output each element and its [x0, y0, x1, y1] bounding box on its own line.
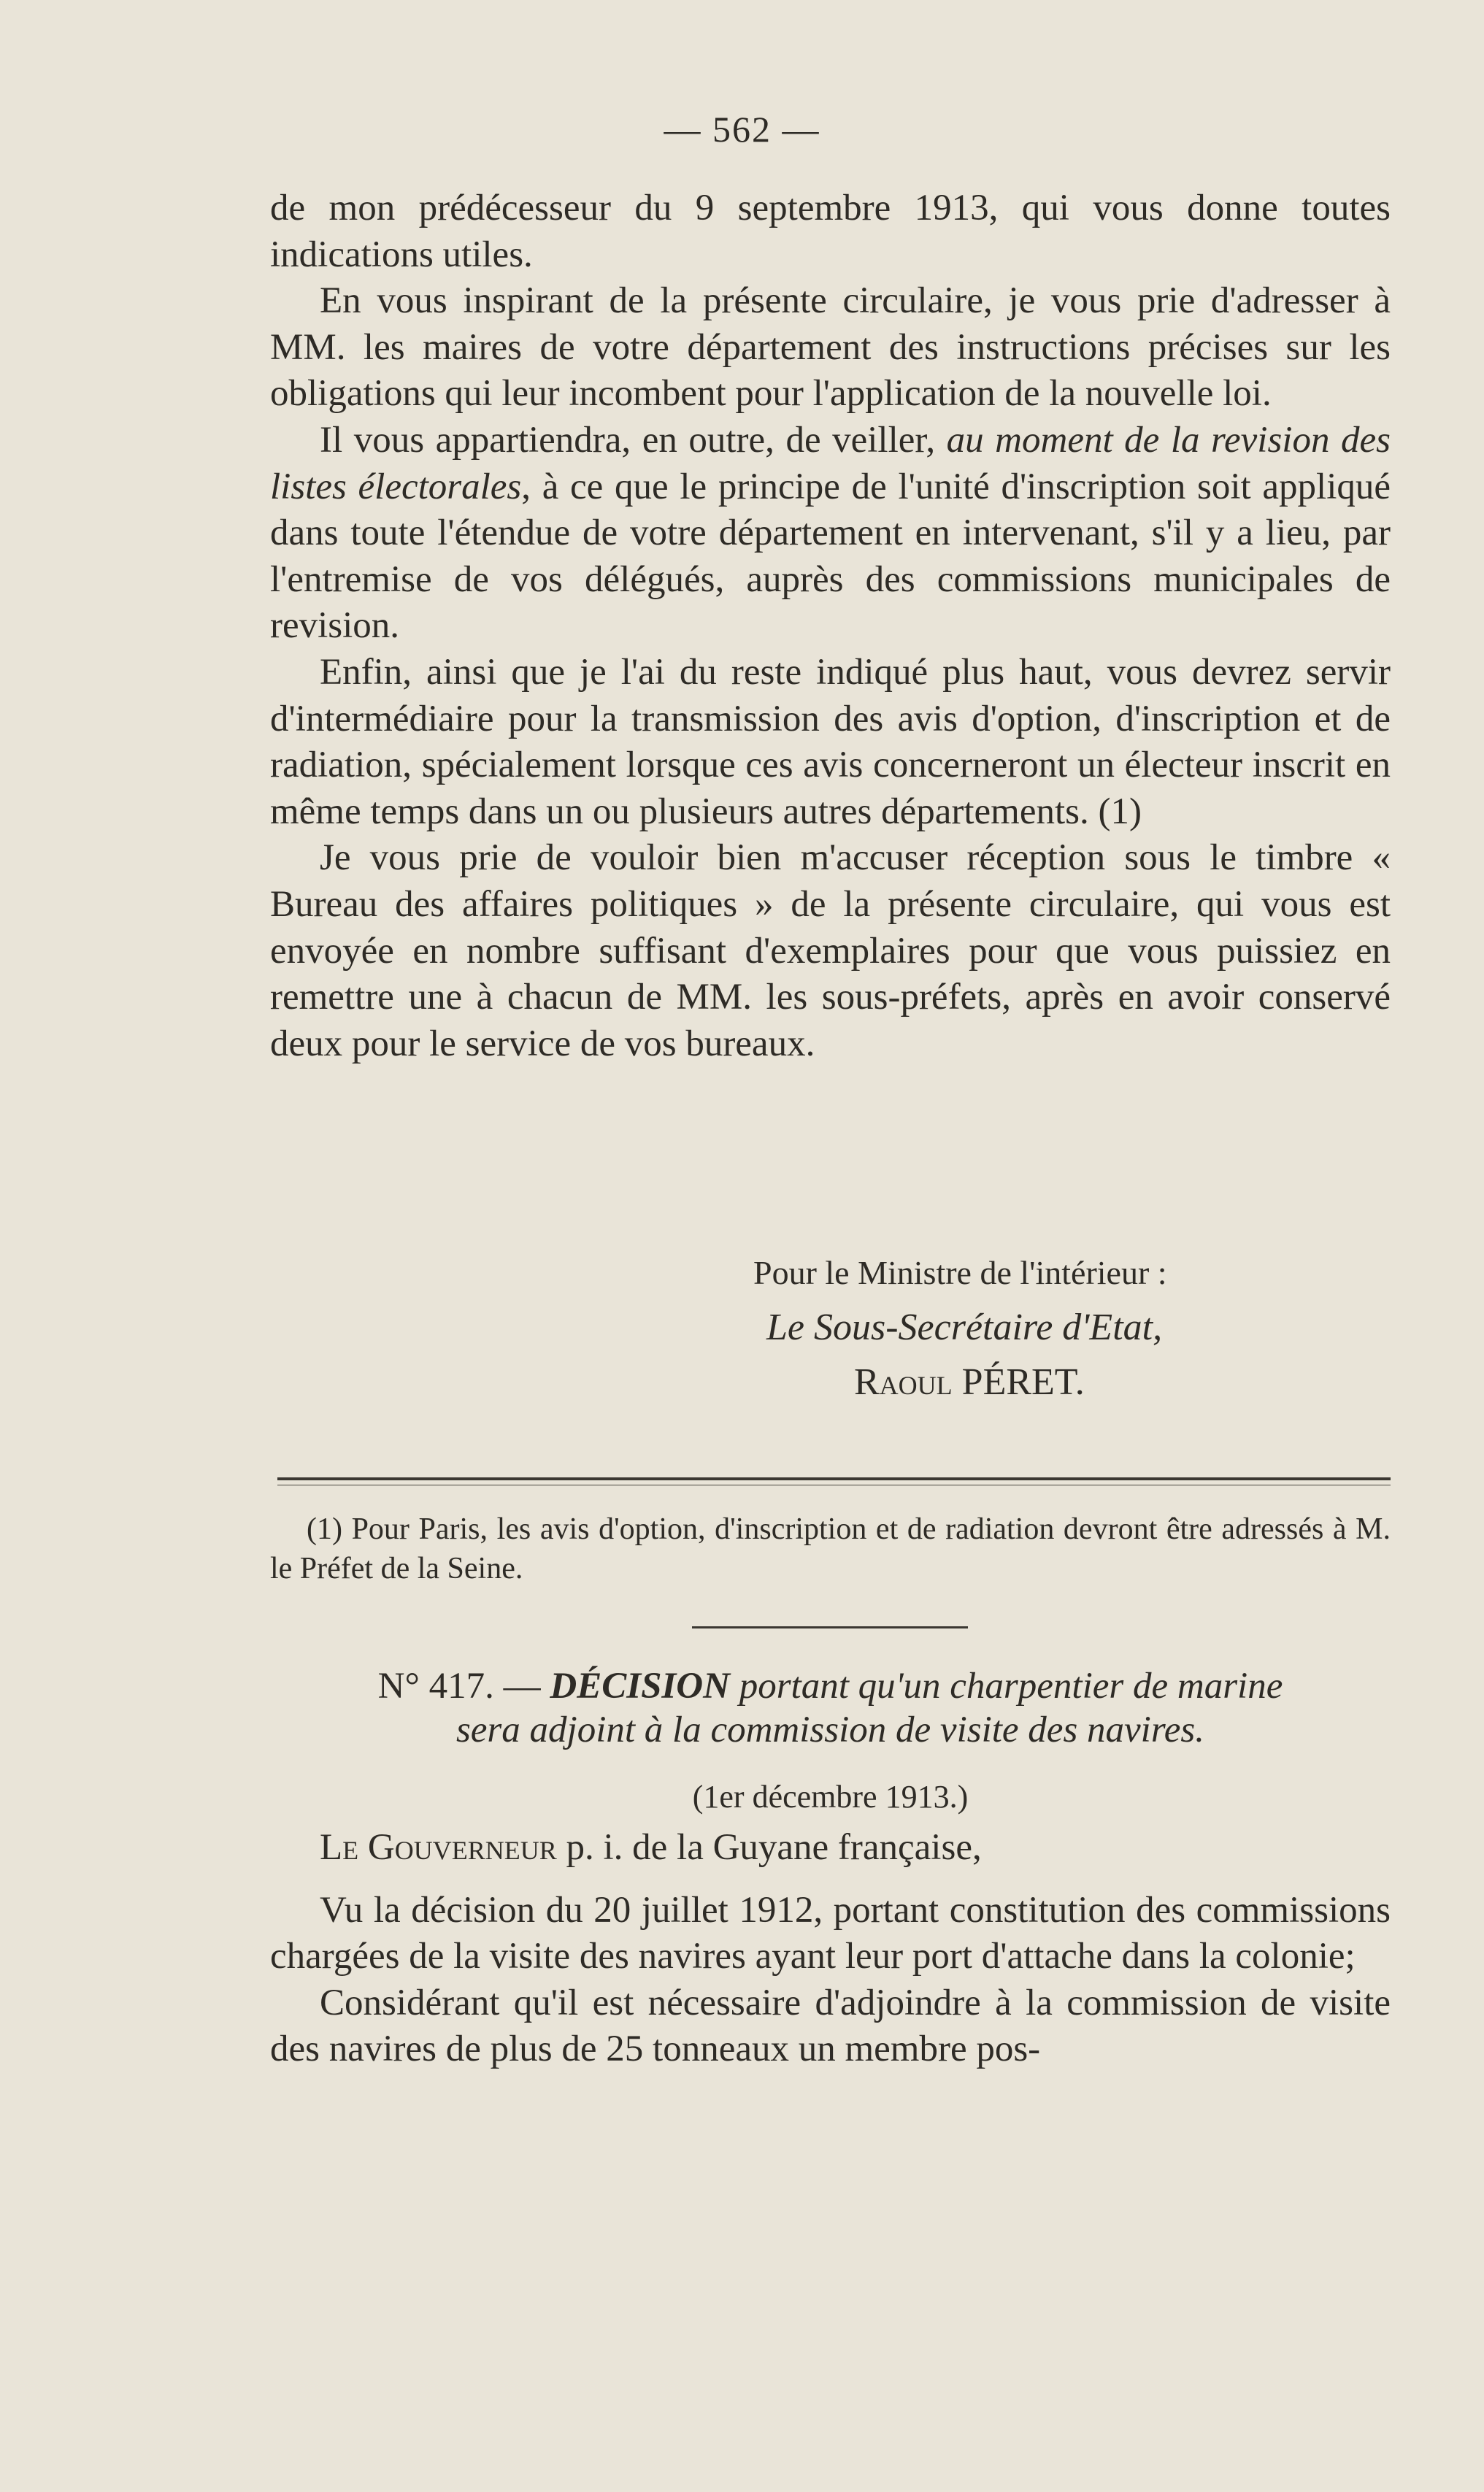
footnote [270, 1510, 1391, 1588]
paragraph-7: Considérant qu'il est nécessaire d'adjoindre à la commission de visite des navires de plus de 25 tonneaux un membre pos- [270, 1982, 1391, 2070]
circular-text [270, 185, 1391, 1067]
paragraph-4: Enfin, ainsi que je l'ai du reste indiqué plus haut, vous devrez servir d'intermédiaire pour la transmission des avis d'option, d'inscription et de radiation, spécialement lorsque ces avis concerneront un électeur inscrit en même temps dans un ou plusieurs autres départements. (1) [270, 651, 1391, 832]
paragraph-3-start: Il vous appartiendra, en outre, de veiller, [320, 419, 947, 461]
decision-date: (1er décembre 1913.) [692, 1779, 969, 1815]
decision-number: N° 417. — [377, 1666, 541, 1707]
decision-title: DÉCISION [550, 1666, 730, 1707]
signature-line-2: Le Sous-Secrétaire d'Etat, [766, 1307, 1163, 1348]
paragraph-3-end: , à ce que le principe de l'unité d'inscription soit appliqué dans toute l'étendue de votre département en intervenant, s'il y a lieu, par l'entremise de vos délégués, auprès des commissions municipales de revision. [270, 466, 1391, 647]
decision-subtitle-2: sera adjoint à la commission de visite des navires. [455, 1710, 1205, 1750]
signature-first-name: Raoul [854, 1361, 953, 1403]
footnote-text: (1) Pour Paris, les avis d'option, d'inscription et de radiation devront être adressés à M. le Préfet de la Seine. [270, 1512, 1391, 1585]
paragraph-5: Je vous prie de vouloir bien m'accuser réception sous le timbre « Bureau des affaires politiques » de la présente circulaire, qui vous est envoyée en nombre suffisant d'exemplaires pour que vous puissiez en remettre une à chacun de MM. les sous-préfets, après en avoir conservé deux pour le service de vos bureaux. [270, 837, 1391, 1064]
paragraph-2: En vous inspirant de la présente circulaire, je vous prie d'adresser à MM. les maires de votre département des instructions précises sur les obligations qui leur incombent pour l'application de la nouvelle loi. [270, 280, 1391, 415]
signature-name [270, 1355, 1391, 1410]
short-divider [692, 1626, 968, 1628]
paragraph-1: de mon prédécesseur du 9 septembre 1913, qui vous donne toutes indications utiles. [270, 188, 1391, 275]
page-number: — 562 — [664, 109, 820, 150]
paragraph-3 [270, 418, 1391, 650]
signature-block [270, 1245, 1391, 1410]
governor-rest: p. i. de la Guyane française, [566, 1827, 982, 1868]
section-divider [277, 1477, 1391, 1480]
signature-last-name: PÉRET. [961, 1361, 1085, 1403]
paragraph-3-italic: au moment de la revision des listes électorales [270, 419, 1391, 507]
governor-line [270, 1825, 1391, 1872]
governor-title: Le Gouverneur [320, 1827, 557, 1868]
decision-subtitle-1: portant qu'un charpentier de marine [739, 1666, 1283, 1707]
decision-text [270, 1825, 1391, 2073]
decision-heading [270, 1664, 1391, 1752]
paragraph-6: Vu la décision du 20 juillet 1912, portant constitution des commissions chargées de la visite des navires ayant leur port d'attache dans la colonie; [270, 1889, 1391, 1977]
signature-line-1: Pour le Ministre de l'intérieur : [753, 1254, 1167, 1291]
